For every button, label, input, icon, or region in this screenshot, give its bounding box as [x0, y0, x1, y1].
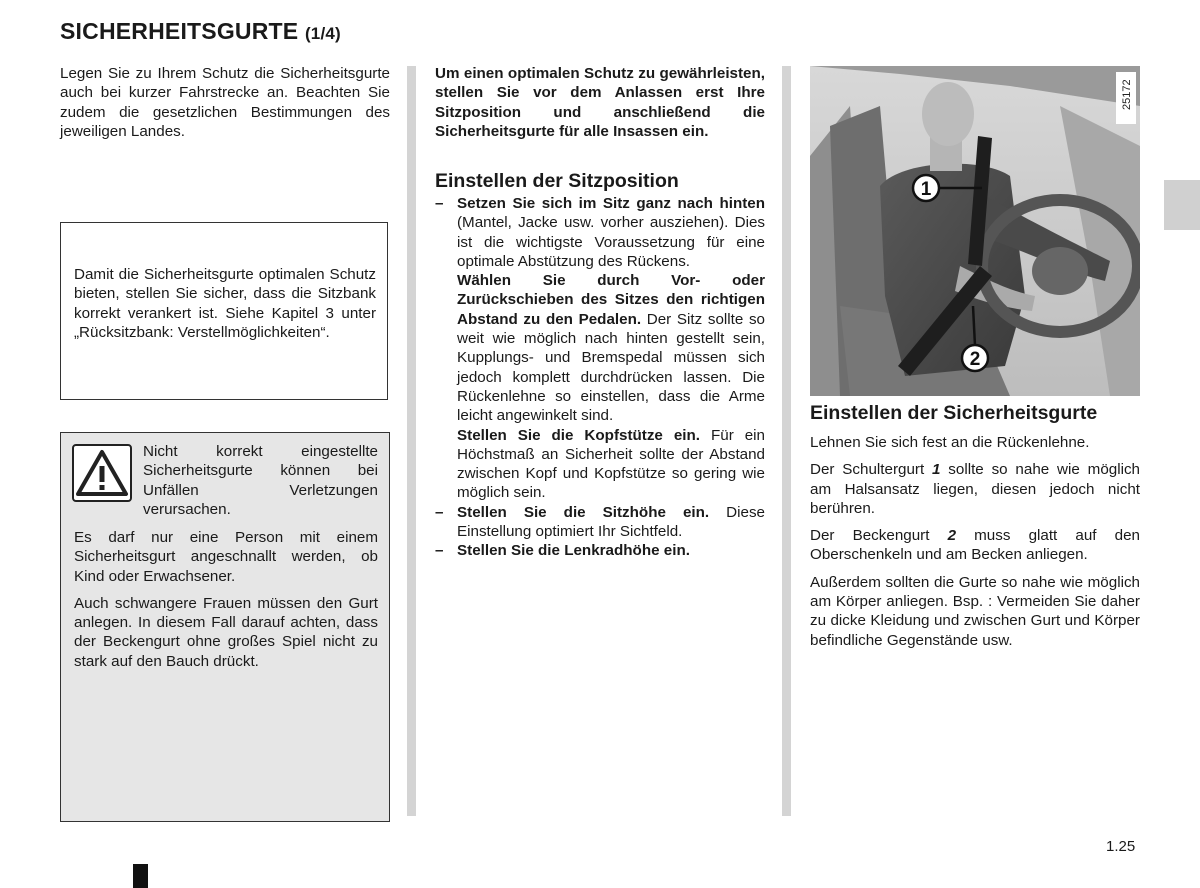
page-title: [60, 18, 341, 45]
belts-paragraph-1: Lehnen Sie sich fest an die Rückenlehne.: [810, 434, 1090, 451]
callout-label-2: 2: [969, 349, 981, 370]
note-text: Damit die Sicherheitsgurte optimalen Schutz bieten, stellen Sie sicher, dass die Sitzbank korrekt verankert ist. Siehe Kapitel 3 unter „Rücksitzbank: Verstellmöglichkeiten“.: [74, 266, 376, 341]
list-dash: –: [435, 542, 444, 560]
warning-paragraph-3: Auch schwangere Frauen müssen den Gurt anlegen. In diesem Fall darauf achten, dass der Beckengurt ohne großes Spiel nicht zu stark auf den Bauch drückt.: [74, 594, 378, 670]
item1-sub3-text: Für ein Höchstmaß an Sicherheit sollte der Abstand zwischen Kopf und Kopfstütze so gering wie möglich sein.: [457, 426, 765, 502]
list-item: [435, 194, 765, 503]
p3-ref-number: 2: [947, 527, 957, 545]
intro-paragraph: Legen Sie zu Ihrem Schutz die Sicherheitsgurte auch bei kurzer Fahrstrecke an. Beachten Sie zudem die gesetzlichen Bestimmungen des jeweiligen Landes.: [60, 65, 390, 140]
p2-text-a: Der Schultergurt: [810, 461, 933, 479]
section-heading-seat: Einstellen der Sitzposition: [435, 170, 679, 192]
seatbelt-illustration: [810, 66, 1140, 396]
item2-text: Diese Einstellung optimiert Ihr Sichtfeld.: [457, 503, 765, 541]
callout-label-1: 1: [920, 179, 932, 200]
column-left: [60, 64, 390, 141]
column-divider-2: [782, 66, 791, 816]
warning-paragraph-2: Es darf nur eine Person mit einem Sicherheitsgurt angeschnallt werden, ob Kind oder Erwachsener.: [74, 529, 378, 585]
belts-paragraph-3: [810, 526, 1140, 565]
warning-first-text: Nicht korrekt eingestellte Sicherheitsgurte können bei Unfällen Verletzungen verursachen.: [143, 443, 378, 518]
belts-paragraph-2: [810, 460, 1140, 518]
list-dash: –: [435, 503, 444, 521]
item1-sub2-text: Der Sitz sollte so weit wie möglich nach hinten gestellt sein, Kupplungs- und Bremspedal müssen sich jedoch komplett durchdrücken lassen. Die Rückenlehne so einstellen, dass die Arme leicht angewinkelt sind.: [457, 310, 765, 425]
note-box: [60, 222, 388, 400]
page-edge-marker: [133, 864, 148, 888]
figure-reference-number: 25172: [1121, 79, 1133, 110]
p3-text-b: muss glatt auf den Oberschenkeln und am Becken anliegen.: [810, 527, 1140, 564]
belts-paragraph-4: Außerdem sollten die Gurte so nahe wie möglich am Körper anliegen. Bsp. : Vermeiden Sie daher zu dicke Kleidung und zwischen Gurt und Körper befindliche Gegenstände usw.: [810, 573, 1140, 649]
title-suffix: (1/4): [304, 24, 341, 43]
warning-triangle-icon: [72, 444, 132, 502]
list-item: [435, 503, 765, 542]
seat-instructions-list: [435, 194, 765, 561]
p2-text-b: sollte so nahe wie möglich am Halsansatz liegen, diesen jedoch nicht berühren.: [810, 461, 1140, 517]
warning-details: [74, 528, 378, 671]
chapter-tab-marker: [1164, 180, 1200, 230]
item1-bold: Setzen Sie sich im Sitz ganz nach hinten: [457, 195, 765, 212]
item2-bold: Stellen Sie die Sitzhöhe ein.: [457, 503, 710, 521]
column-right: [810, 402, 1140, 650]
list-dash: –: [435, 195, 444, 212]
item1-text: (Mantel, Jacke usw. vorher ausziehen). Dies ist die wichtigste Voraussetzung für eine optimale Abstützung des Rückens.: [457, 214, 765, 270]
item1-sub3-bold: Stellen Sie die Kopfstütze ein.: [457, 426, 701, 444]
item3-bold: Stellen Sie die Lenkradhöhe ein.: [457, 542, 690, 560]
column-middle: [435, 64, 765, 560]
p2-ref-number: 1: [932, 461, 941, 479]
item1-sub2-bold: Wählen Sie durch Vor- oder Zurückschieben des Sitzes den richtigen Abstand zu den Pedalen.: [457, 272, 765, 328]
col2-intro: Um einen optimalen Schutz zu gewährleisten, stellen Sie vor dem Anlassen erst Ihre Sitzposition und anschließend die Sicherheitsgurte für alle Insassen ein.: [435, 65, 765, 140]
list-item: [435, 541, 765, 560]
section-heading-belts: Einstellen der Sicherheitsgurte: [810, 402, 1098, 424]
title-main: SICHERHEITSGURTE: [60, 18, 305, 44]
page-number: 1.25: [1106, 838, 1136, 855]
column-divider-1: [407, 66, 416, 816]
warning-box: [60, 432, 390, 822]
p3-text-a: Der Beckengurt: [810, 527, 948, 545]
